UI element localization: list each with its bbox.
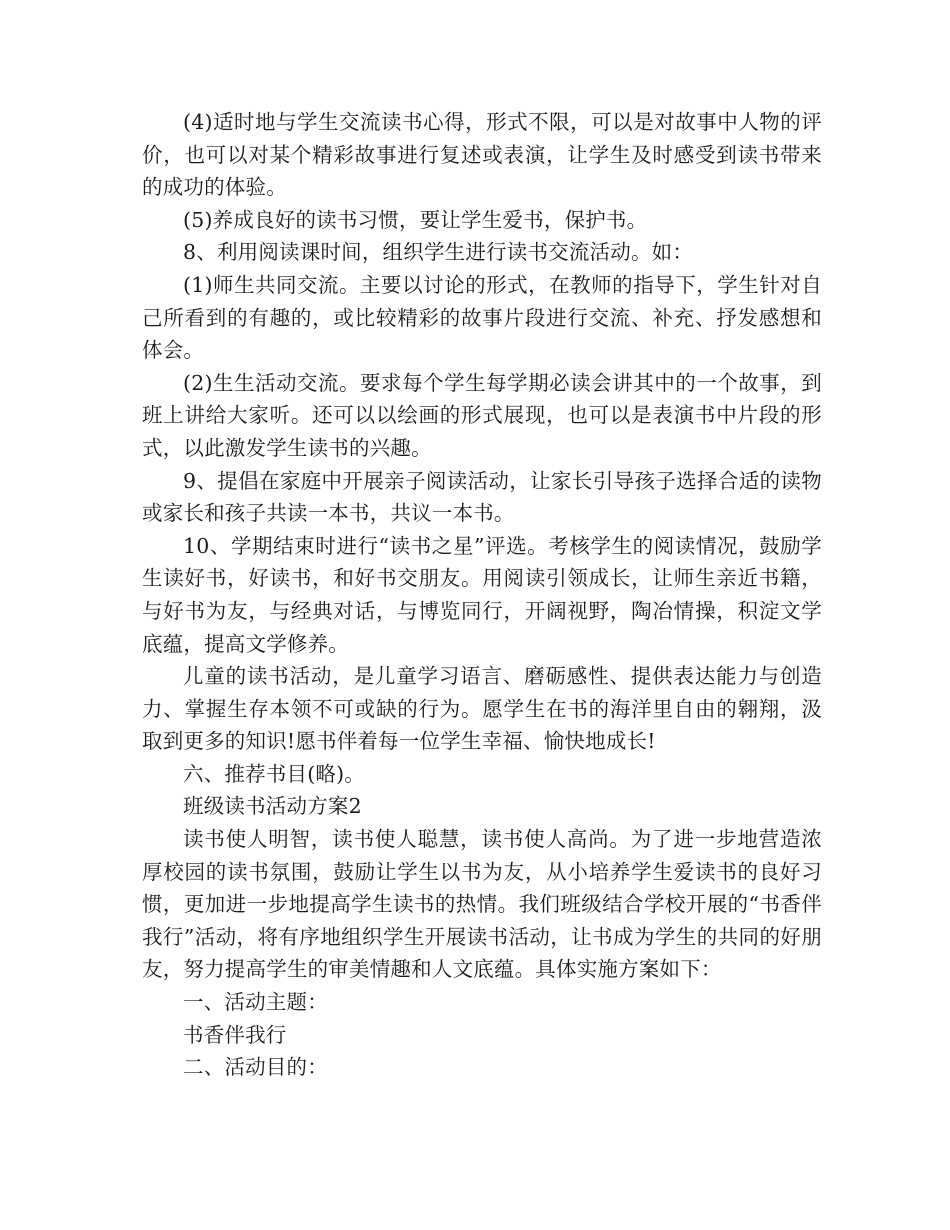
paragraph: 书香伴我行 — [183, 1022, 287, 1047]
paragraph: (4)适时地与学生交流读书心得，形式不限，可以是对故事中人物的评价，也可以对某个精彩故事进行复述或表演，让学生及时感受到读书带来的成功的体验。 — [142, 110, 822, 200]
paragraph: 9、提倡在家庭中开展亲子阅读活动，让家长引导孩子选择合适的读物或家长和孩子共读一本书，共议一本书。 — [142, 468, 822, 526]
document-body — [142, 106, 822, 1084]
paragraph: 儿童的读书活动，是儿童学习语言、磨砺感性、提供表达能力与创造力、掌握生存本领不可或缺的行为。愿学生在书的海洋里自由的翱翔，汲取到更多的知识!愿书伴着每一位学生幸福、愉快地成长! — [142, 664, 822, 754]
paragraph: 二、活动目的： — [183, 1055, 328, 1080]
paragraph: 读书使人明智，读书使人聪慧，读书使人高尚。为了进一步地营造浓厚校园的读书氛围，鼓励让学生以书为友，从小培养学生爱读书的良好习惯，更加进一步地提高学生读书的热情。我们班级结合学校开展的“书香伴我行”活动，将有序地组织学生开展读书活动，让书成为学生的共同的好朋友，努力提高学生的审美情趣和人文底蕴。具体实施方案如下： — [142, 827, 822, 982]
paragraph: 10、学期结束时进行“读书之星”评选。考核学生的阅读情况，鼓励学生读好书，好读书，和好书交朋友。用阅读引领成长，让师生亲近书籍，与好书为友，与经典对话，与博览同行，开阔视野，陶冶情操，积淀文学底蕴，提高文学修养。 — [142, 533, 822, 656]
paragraph: (2)生生活动交流。要求每个学生每学期必读会讲其中的一个故事，到班上讲给大家听。还可以以绘画的形式展现，也可以是表演书中片段的形式，以此激发学生读书的兴趣。 — [142, 370, 822, 460]
paragraph: (5)养成良好的读书习惯，要让学生爱书，保护书。 — [183, 207, 648, 232]
paragraph: 8、利用阅读课时间，组织学生进行读书交流活动。如： — [183, 240, 694, 265]
paragraph: 六、推荐书目(略)。 — [183, 761, 365, 786]
paragraph: 一、活动主题： — [183, 990, 328, 1015]
section-heading: 班级读书活动方案2 — [183, 794, 362, 819]
paragraph: (1)师生共同交流。主要以讨论的形式，在教师的指导下，学生针对自己所看到的有趣的，或比较精彩的故事片段进行交流、补充、抒发感想和体会。 — [142, 272, 822, 363]
